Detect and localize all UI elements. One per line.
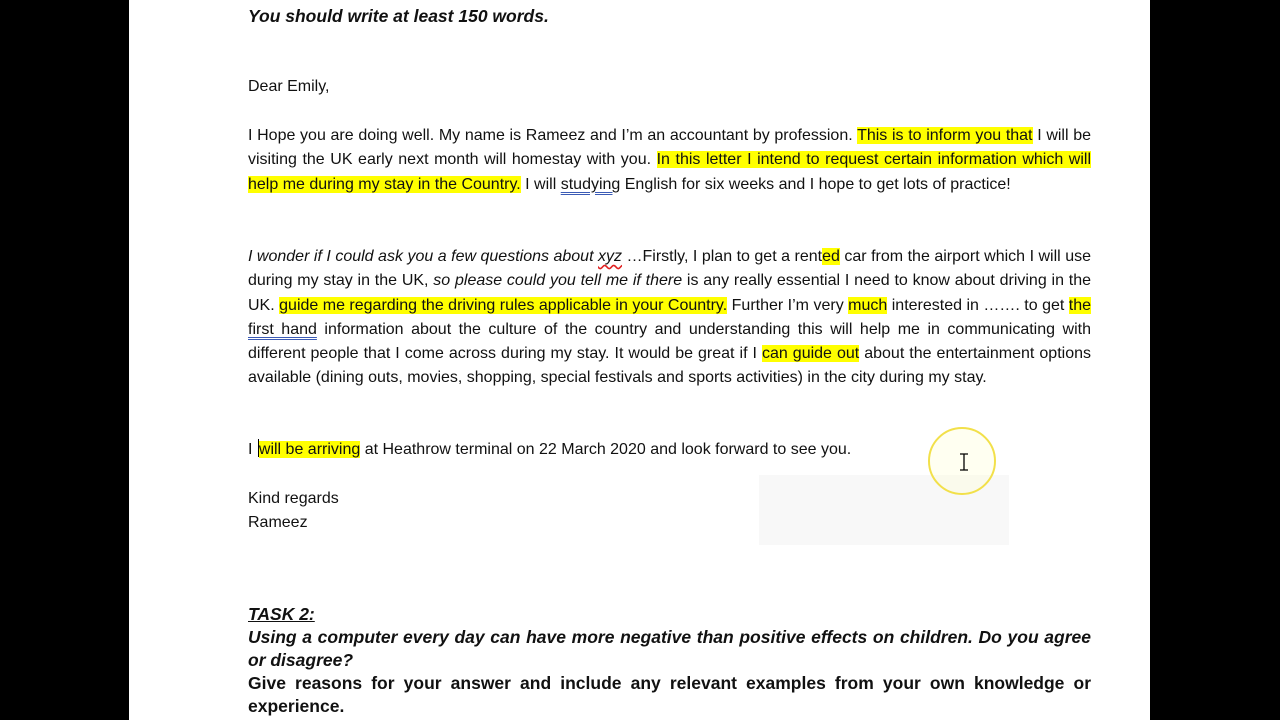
highlighted-text: ed	[822, 248, 840, 265]
highlighted-text: the	[1068, 296, 1092, 314]
task2-title: TASK 2:	[248, 604, 315, 624]
text-run: at Heathrow terminal on 22 March 2020 and look forward to see you.	[360, 441, 852, 458]
text-run: car from the airport which I will use during my stay in the UK,	[248, 248, 1092, 290]
task2-section	[248, 603, 1091, 718]
letter-greeting: Dear Emily,	[248, 78, 330, 95]
highlighted-text: can guide out	[762, 345, 860, 363]
text-run: I will be visiting the UK early next month will homestay with you.	[248, 127, 1092, 169]
letter-paragraph-2	[248, 245, 1091, 391]
document-page[interactable]	[129, 0, 1150, 720]
flagged-text: studying	[560, 175, 621, 193]
letter-paragraph-1	[248, 124, 1091, 197]
highlighted-text: will be arriving	[258, 441, 361, 458]
text-run: is any really essential I need to know about driving in the UK.	[248, 272, 1092, 314]
highlighted-text: much	[848, 296, 888, 314]
flagged-text: first hand	[248, 320, 317, 338]
task2-instructions: Give reasons for your answer and include any relevant examples from your own knowledge or experience.	[248, 673, 1091, 716]
text-run: …Firstly, I plan to get a rent	[622, 248, 823, 265]
letter-signature: Rameez	[248, 514, 308, 531]
letter-closing: Kind regards	[248, 490, 339, 507]
text-run: I wonder if I could ask you a few questions about	[248, 248, 599, 265]
text-run: so please could you tell me if there	[433, 272, 683, 290]
text-run: I Hope you are doing well. My name is Rameez and I’m an accountant by profession.	[248, 127, 858, 144]
text-run: I will	[520, 175, 561, 193]
highlighted-text: guide me regarding the driving rules applicable in your Country.	[279, 296, 728, 314]
text-run: English for six weeks and I hope to get lots of practice!	[620, 175, 1011, 193]
text-cursor-icon	[958, 453, 970, 471]
text-run: interested in ……. to get	[887, 296, 1069, 314]
flagged-text: xyz	[598, 248, 623, 265]
text-run: I	[248, 441, 257, 458]
text-run: Further I’m very	[727, 296, 849, 314]
word-count-instruction: You should write at least 150 words.	[248, 6, 549, 26]
text-run: information about the culture of the country and understanding this will help me in communicating with different people that I come across during my stay. It would be great if I	[248, 320, 1092, 363]
highlighted-text: This is to inform you that	[857, 127, 1033, 144]
task2-question: Using a computer every day can have more negative than positive effects on children. Do you agree or disagree?	[248, 627, 1091, 670]
highlighted-text: In this letter I intend to request certain information which will help me during my stay in the Country.	[248, 151, 1091, 193]
text-run: about the entertainment options available (dining outs, movies, shopping, special festivals and sports activities) in the city during my stay.	[248, 345, 1091, 387]
